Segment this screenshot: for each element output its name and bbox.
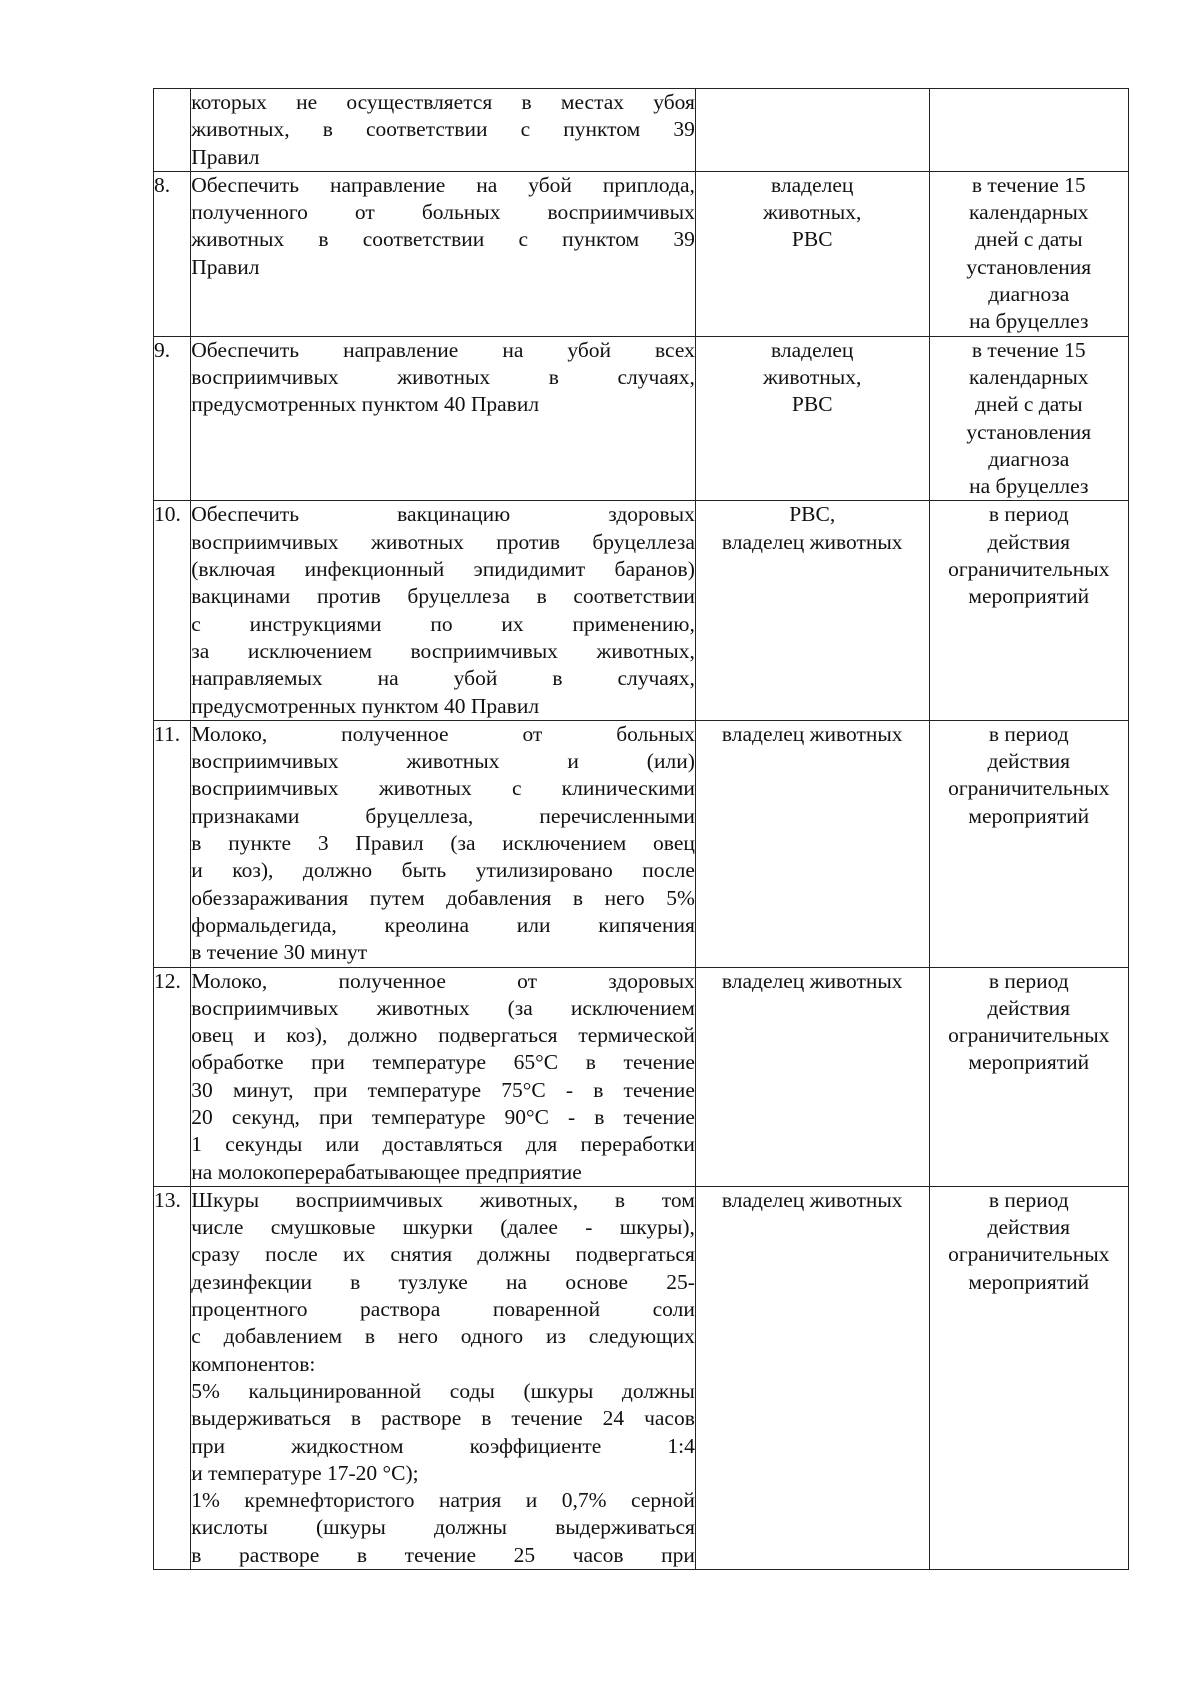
description-line: (включая инфекционный эпидидимит баранов)	[191, 557, 695, 582]
row-number: 13.	[154, 1186, 191, 1569]
responsible-party	[695, 89, 929, 172]
responsible-line: владелец животных	[721, 721, 903, 746]
description-line: вакцинами против бруцеллеза в соответствии	[191, 584, 695, 609]
description-line: предусмотренных пунктом 40 Правил	[191, 693, 540, 718]
description-line: при жидкостном коэффициенте 1:4	[191, 1433, 695, 1458]
description-line: и температуре 17-20 °С);	[191, 1460, 419, 1485]
description-line: числе смушковые шкурки (далее - шкуры),	[191, 1215, 695, 1240]
deadline-line: ограничительных	[948, 776, 1110, 801]
description-line: в течение 30 минут	[191, 940, 368, 965]
description-line: Молоко, полученное от здоровых	[191, 968, 695, 993]
responsible-party	[695, 720, 929, 967]
description-line: в растворе в течение 25 часов при	[191, 1542, 695, 1567]
deadline-line: диагноза	[988, 282, 1070, 307]
description-line: компонентов:	[191, 1351, 316, 1376]
deadline-line: в период	[988, 968, 1069, 993]
description-line: которых не осуществляется в местах убоя	[191, 90, 695, 114]
row-number: 11.	[154, 720, 191, 967]
measure-description	[191, 720, 696, 967]
description-line: 1 секунды или доставляться для переработки	[191, 1132, 695, 1157]
description-line: обеззараживания путем добавления в него 5%	[191, 885, 695, 910]
deadline-line: мероприятий	[968, 584, 1090, 609]
responsible-line: владелец животных	[721, 1187, 903, 1212]
deadline-line: действия	[987, 529, 1071, 554]
description-line: Правил	[191, 144, 260, 169]
description-line: Молоко, полученное от больных	[191, 721, 695, 746]
deadline-line: действия	[987, 995, 1071, 1020]
responsible-party	[695, 501, 929, 720]
row-number	[154, 89, 191, 172]
deadline-line: диагноза	[988, 446, 1070, 471]
description-line: 1% кремнефтористого натрия и 0,7% серной	[191, 1488, 695, 1513]
deadline-line: ограничительных	[948, 557, 1110, 582]
measure-description	[191, 336, 696, 501]
measure-description	[191, 967, 696, 1186]
responsible-line: владелец животных	[721, 529, 903, 554]
description-line: Обеспечить направление на убой приплода,	[191, 172, 695, 197]
table-row	[154, 720, 1129, 967]
description-line: с добавлением в него одного из следующих	[191, 1324, 695, 1349]
measures-table	[153, 88, 1129, 1570]
measure-description	[191, 1186, 696, 1569]
description-line: сразу после их снятия должны подвергаться	[191, 1242, 695, 1267]
description-line: Шкуры восприимчивых животных, в том	[191, 1187, 695, 1212]
description-line: обработке при температуре 65°С в течение	[191, 1050, 695, 1075]
table-row	[154, 89, 1129, 172]
responsible-line: РВС,	[789, 502, 836, 527]
description-line: за исключением восприимчивых животных,	[191, 638, 695, 663]
deadline-line: установления	[966, 419, 1092, 444]
responsible-line: владелец	[771, 172, 854, 197]
deadline-line: мероприятий	[968, 1269, 1090, 1294]
responsible-line: животных,	[763, 200, 862, 225]
row-number: 12.	[154, 967, 191, 1186]
description-line: восприимчивых животных (за исключением	[191, 995, 695, 1020]
deadline-line: ограничительных	[948, 1242, 1110, 1267]
description-line: Обеспечить вакцинацию здоровых	[191, 502, 695, 527]
table-row	[154, 171, 1129, 336]
description-line: дезинфекции в тузлуке на основе 25-	[191, 1269, 695, 1294]
deadline	[929, 89, 1128, 172]
description-line: кислоты (шкуры должны выдерживаться	[191, 1515, 695, 1540]
description-line: с инструкциями по их применению,	[191, 611, 695, 636]
table-row	[154, 967, 1129, 1186]
responsible-party	[695, 1186, 929, 1569]
row-number: 8.	[154, 171, 191, 336]
description-line: 30 минут, при температуре 75°С - в течение	[191, 1077, 695, 1102]
deadline-line: в период	[988, 1187, 1069, 1212]
deadline-line: дней с даты	[974, 392, 1083, 417]
deadline-line: календарных	[968, 364, 1089, 389]
measure-description	[191, 171, 696, 336]
table-row	[154, 336, 1129, 501]
responsible-line: РВС	[791, 392, 833, 417]
measure-description	[191, 89, 696, 172]
description-line: Обеспечить направление на убой всех	[191, 337, 695, 362]
description-line: признаками бруцеллеза, перечисленными	[191, 803, 695, 828]
measure-description	[191, 501, 696, 720]
deadline-line: мероприятий	[968, 1050, 1090, 1075]
deadline-line: на бруцеллез	[969, 474, 1089, 499]
deadline-line: в течение 15	[971, 337, 1086, 362]
description-line: и коз), должно быть утилизировано после	[191, 858, 695, 883]
deadline-line: установления	[966, 254, 1092, 279]
responsible-line: животных,	[763, 364, 862, 389]
deadline-line: действия	[987, 1215, 1071, 1240]
description-line: восприимчивых животных против бруцеллеза	[191, 529, 695, 554]
description-line: выдерживаться в растворе в течение 24 часов	[191, 1406, 695, 1431]
description-line: на молокоперерабатывающее предприятие	[191, 1159, 582, 1184]
description-line: в пункте 3 Правил (за исключением овец	[191, 831, 695, 856]
responsible-party	[695, 967, 929, 1186]
responsible-line: владелец животных	[721, 968, 903, 993]
description-line: животных в соответствии с пунктом 39	[191, 227, 695, 252]
description-line: 20 секунд, при температуре 90°С - в течение	[191, 1104, 695, 1129]
deadline	[929, 720, 1128, 967]
measures-table-body	[154, 89, 1129, 1570]
deadline-line: мероприятий	[968, 803, 1090, 828]
deadline-line: в период	[988, 502, 1069, 527]
table-row	[154, 501, 1129, 720]
deadline-line: календарных	[968, 200, 1089, 225]
description-line: восприимчивых животных в случаях,	[191, 364, 695, 389]
description-line: Правил	[191, 254, 260, 279]
row-number: 9.	[154, 336, 191, 501]
deadline	[929, 501, 1128, 720]
responsible-party	[695, 336, 929, 501]
deadline-line: в период	[988, 721, 1069, 746]
row-number: 10.	[154, 501, 191, 720]
responsible-party	[695, 171, 929, 336]
description-line: восприимчивых животных и (или)	[191, 749, 695, 774]
description-line: процентного раствора поваренной соли	[191, 1297, 695, 1322]
deadline-line: ограничительных	[948, 1023, 1110, 1048]
description-line: полученного от больных восприимчивых	[191, 200, 695, 225]
responsible-line: владелец	[771, 337, 854, 362]
description-line: 5% кальцинированной соды (шкуры должны	[191, 1378, 695, 1403]
description-line: овец и коз), должно подвергаться термической	[191, 1023, 695, 1048]
description-line: предусмотренных пунктом 40 Правил	[191, 392, 540, 417]
deadline	[929, 1186, 1128, 1569]
responsible-line: РВС	[791, 227, 833, 252]
deadline-line: действия	[987, 749, 1071, 774]
table-row	[154, 1186, 1129, 1569]
deadline	[929, 171, 1128, 336]
deadline	[929, 967, 1128, 1186]
description-line: направляемых на убой в случаях,	[191, 666, 695, 691]
deadline-line: дней с даты	[974, 227, 1083, 252]
deadline-line: в течение 15	[971, 172, 1086, 197]
description-line: восприимчивых животных с клиническими	[191, 776, 695, 801]
deadline-line: на бруцеллез	[969, 309, 1089, 334]
deadline	[929, 336, 1128, 501]
description-line: животных, в соответствии с пунктом 39	[191, 117, 695, 142]
description-line: формальдегида, креолина или кипячения	[191, 912, 695, 937]
